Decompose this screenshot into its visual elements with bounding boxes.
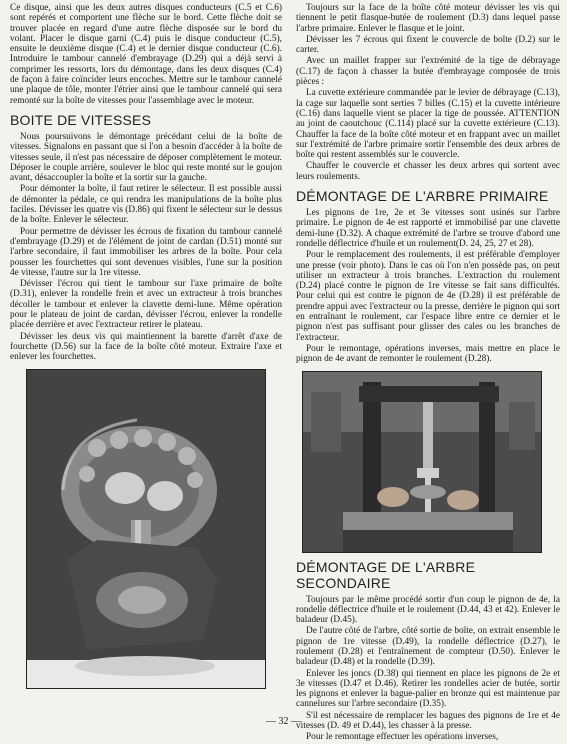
- body-paragraph: Pour le remplacement des roulements, il est préférable d'employer une presse (voir photo). Dans le cas où l'on n'en possède pas, on peut utiliser un extracteur à trois branches. L'extraction du roulement (D.24) placé contre le pignon de 1re vitesse se fait sans difficultés. Pour celui qui est contre le pignon de 4e (D.28) il est préférable de prendre appui avec l'extracteur ou la presse, derrière le pignon qui sort en entraînant le roulement, car l'espace libre entre ce dernier et le pignon n'est pas suffisant pour glisser des cales ou les branches de l'extracteur.: [296, 250, 560, 343]
- body-paragraph: Pour le remontage, opérations inverses, mais mettre en place le pignon de 4e avant de remonter le roulement (D.28).: [296, 343, 560, 365]
- section-heading-boite-de-vitesses: BOITE DE VITESSES: [10, 111, 152, 128]
- body-paragraph: Dévisser les 7 écrous qui fixent le couvercle de boîte (D.2) sur le carter.: [296, 34, 560, 56]
- section-heading-arbre-secondaire: DÉMONTAGE DE L'ARBRE SECONDAIRE: [296, 558, 476, 591]
- body-paragraph: Chauffer le couvercle et chasser les deux arbres qui sortent avec leurs roulements.: [296, 161, 560, 182]
- body-paragraph: Enlever les joncs (D.38) qui tiennent en place les pignons de 2e et 3e vitesses (D.47 et D.46). Retirer les rondelles acier de butée, sortir les pignons et enlever la bague-palier en bronze qui est maintenue par cannelures sur l'arbre secondaire (D.35).: [296, 668, 560, 710]
- section-heading-arbre-primaire: DÉMONTAGE DE L'ARBRE PRIMAIRE: [296, 188, 549, 205]
- right-column: [296, 3, 560, 744]
- gearbox-photo: [26, 369, 266, 689]
- body-paragraph: Toujours sur la face de la boîte côté moteur dévisser les vis qui tiennent le petit flasque-butée de roulement (D.3) dans lequel passe l'arbre primaire. Enlever le flasque et le joint.: [296, 3, 560, 34]
- press-photo: [302, 371, 542, 553]
- body-paragraph: S'il est nécessaire de remplacer les bagues des pignons de 1re et 4e vitesses (D. 49 et D.44), les chasser à la presse.: [296, 710, 560, 732]
- body-paragraph: Dévisser l'écrou qui tient le tambour sur l'axe primaire de boîte (D.31), enlever la rondelle frein et avec un extracteur à trois branches décoller le tambour et enlever la clavette demi-lune. Même opération pour le plateau de joint de cardan, dévisser l'écrou, enlever la rondelle placée derrière et avec l'extracteur retirer le plateau.: [10, 279, 282, 331]
- body-paragraph: Dévisser les deux vis qui maintiennent la barette d'arrêt d'axe de fourchette (D.56) sur la face de la boîte côté moteur. Extraire l'axe et enlever les fourchettes.: [10, 331, 282, 363]
- body-paragraph: Avec un maillet frapper sur l'extrémité de la tige de débrayage (C.17) de façon à chasser la butée d'embrayage composée de trois pièces :: [296, 56, 560, 88]
- body-paragraph: Ce disque, ainsi que les deux autres disques conducteurs (C.5 et C.6) sont repérés et comportent une flèche sur le bord. Cette flèche doit se trouver placée en regard d'une autre flèche disposée sur le bord du volant. Placer le disque garni (C.4) puis le disque conducteur (C.5), ensuite le deuxième disque (C.4) et le dernier disque conducteur (C.6). Introduire le tambour cannelé d'embrayage (D.29) qui a déjà servi à comprimer les ressorts, lors du démontage, dans les deux disques (C.4) de façon à faire coïncider leurs encoches. Mettre sur le tambour cannelé une plaque de tôle, monter l'étrier ainsi que le tambour cannelé qui sera remonté sur la boîte de vitesses pour l'assemblage avec le moteur.: [10, 3, 282, 106]
- body-paragraph: Nous poursuivons le démontage précédant celui de la boîte de vitesses. Signalons en passant que si l'on a besoin d'accéder à la boîte de vitesses seule, il n'est pas nécessaire de déposer complètement le moteur. Déposer le couple arrière, soulever le bloc qui reste monté sur le goujon avant, désaccoupler la boîte et la sortir sur la gauche.: [10, 131, 282, 184]
- body-paragraph: Toujours par le même procédé sortir d'un coup le pignon de 4e, la rondelle déflectrice d'huile et le roulement (D.44, 43 et 42). Enlever le baladeur (D.45).: [296, 594, 560, 626]
- left-column: [10, 3, 282, 689]
- body-paragraph: De l'autre côté de l'arbre, côté sortie de boîte, on extrait ensemble le pignon de 1re vitesse (D.49), la rondelle déflectrice (D.27), le roulement (D.28) et l'entraînement de compteur (D.50). Enlever le baladeur (D.48) et la rondelle (D.39).: [296, 626, 560, 668]
- body-paragraph: Les pignons de 1re, 2e et 3e vitesses sont usinés sur l'arbre primaire. Le pignon de 4e est rapporté et immobilisé par une clavette demi-lune (D.32). A chaque extrémité de l'arbre se trouve d'abord une rondelle déflectrice d'huile et un roulement(D. 24, 25, 27 et 28).: [296, 208, 560, 249]
- page-number: — 32 —: [266, 716, 301, 727]
- body-paragraph: La cuvette extérieure commandée par le levier de débrayage (C.13), la cage sur laquelle sont serties 7 billes (C.15) et la cuvette intérieure (C.16) dans laquelle vient se placer la tige de poussée. ATTENTION au joint de caoutchouc (C.114) placé sur la cuvette extérieure (C.13). Chauffer la face de la boîte côté moteur et en frappant avec un maillet sur l'extrémité de l'arbre primaire sortir l'ensemble des deux arbres de boîte qui restent assemblés sur le couvercle.: [296, 88, 560, 161]
- body-paragraph: Pour démonter la boîte, il faut retirer le sélecteur. Il est possible aussi de démonter la pédale, ce qui rendra les manipulations de la boîte plus faciles. Dévisser les quatre vis (D.86) qui fixent le sélecteur sur le dessus de la boîte. Enlever le sélecteur.: [10, 184, 282, 226]
- body-paragraph: Pour le remontage effectuer les opérations inverses,: [306, 732, 499, 743]
- body-paragraph: Pour permettre de dévisser les écrous de fixation du tambour cannelé d'embrayage (D.29) et de l'élément de joint de cardan (D.51) monté sur l'arbre secondaire, il faut immobiliser les arbres de la boîte. Pour cela pousser les fourchettes qui sont devenues visibles, l'une sur la position 4e vitesse, l'autre sur la 1re vitesse.: [10, 226, 282, 278]
